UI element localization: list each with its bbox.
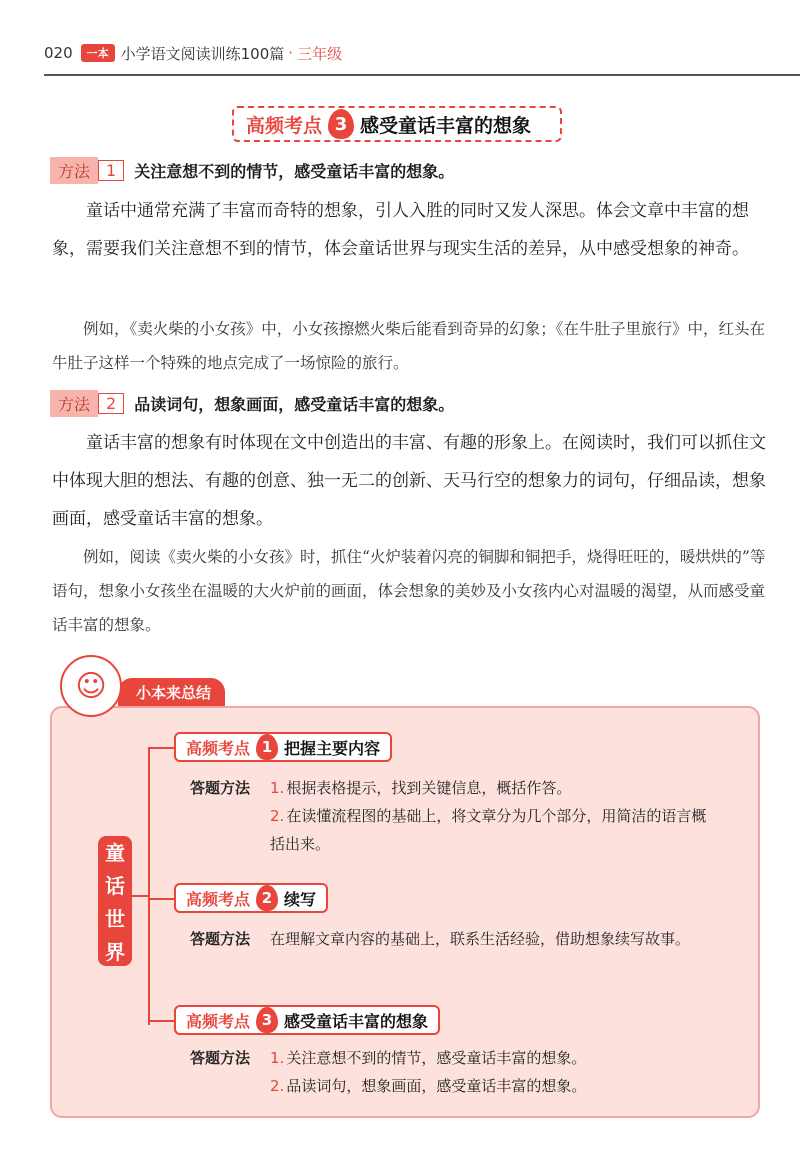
method-number: 2 bbox=[98, 393, 124, 414]
root-char: 界 bbox=[105, 940, 125, 964]
item-number: 2. bbox=[270, 807, 285, 825]
answer-label: 答题方法 bbox=[190, 930, 251, 948]
node-title: 把握主要内容 bbox=[284, 738, 381, 758]
node-title: 感受童话丰富的想象 bbox=[284, 1011, 429, 1031]
method-2-paragraph: 童话丰富的想象有时体现在文中创造出的丰富、有趣的形象上。在阅读时，我们可以抓住文中体现大胆的想法、有趣的创意、独一无二的创新、天马行空的想象力的词句，仔细品读，想象画面，感受童话丰富的想象。 bbox=[52, 433, 766, 529]
method-heading-1 bbox=[50, 157, 454, 183]
method-title: 品读词句，想象画面，感受童话丰富的想象。 bbox=[134, 394, 455, 414]
item-number: 1. bbox=[270, 779, 285, 797]
flame-number-icon: 2 bbox=[256, 885, 278, 911]
flame-number-icon: 1 bbox=[256, 734, 278, 760]
item-number: 1. bbox=[270, 1049, 285, 1067]
root-char: 话 bbox=[105, 874, 125, 898]
answer-label: 答题方法 bbox=[190, 1049, 251, 1067]
node-3-answer bbox=[190, 1044, 710, 1100]
tree-branch-2 bbox=[148, 898, 174, 900]
method-title: 关注意想不到的情节，感受童话丰富的想象。 bbox=[134, 161, 455, 181]
method-heading-2 bbox=[50, 390, 454, 416]
tree-branch-3 bbox=[148, 1020, 174, 1022]
mascot-avatar-icon: ☺ bbox=[60, 655, 122, 717]
node-2-answer bbox=[190, 925, 710, 953]
item-text: 根据表格提示，找到关键信息，概括作答。 bbox=[286, 779, 572, 797]
topic-title: 感受童话丰富的想象 bbox=[360, 114, 532, 137]
answer-label: 答题方法 bbox=[190, 779, 251, 797]
tree-root-link bbox=[132, 895, 148, 897]
tree-root-label bbox=[98, 836, 132, 966]
item-text: 关注意想不到的情节，感受童话丰富的想象。 bbox=[286, 1049, 587, 1067]
summary-node-1 bbox=[174, 732, 392, 762]
root-char: 童 bbox=[105, 841, 125, 865]
summary-node-2 bbox=[174, 883, 328, 913]
item-text: 品读词句，想象画面，感受童话丰富的想象。 bbox=[286, 1077, 587, 1095]
topic-tag: 高频考点 bbox=[246, 114, 323, 137]
summary-node-3 bbox=[174, 1005, 440, 1035]
flame-number-icon: 3 bbox=[256, 1007, 278, 1033]
method-label: 方法 bbox=[50, 157, 98, 184]
root-char: 世 bbox=[105, 907, 125, 931]
tree-branch-1 bbox=[148, 747, 174, 749]
method-label: 方法 bbox=[50, 390, 98, 417]
tree-trunk bbox=[148, 747, 150, 1025]
header-divider bbox=[44, 74, 800, 76]
series-title: 小学语文阅读训练100篇 bbox=[120, 44, 285, 63]
page-header bbox=[44, 36, 342, 70]
node-tag: 高频考点 bbox=[186, 1011, 251, 1031]
method-2-example: 例如，阅读《卖火柴的小女孩》时，抓住“火炉装着闪亮的铜脚和铜把手，烧得旺旺的，暖烘烘的”等语句，想象小女孩坐在温暖的大火炉前的画面，体会想象的美妙及小女孩内心对温暖的渴望，从而感受童话丰富的想象。 bbox=[52, 548, 766, 634]
topic-heading bbox=[232, 106, 562, 142]
method-1-example: 例如，《卖火柴的小女孩》中，小女孩擦燃火柴后能看到奇异的幻象；《在牛肚子里旅行》中，红头在牛肚子这样一个特殊的地点完成了一场惊险的旅行。 bbox=[52, 320, 766, 372]
node-tag: 高频考点 bbox=[186, 889, 251, 909]
page-number: 020 bbox=[44, 44, 73, 62]
header-separator: · bbox=[288, 44, 294, 62]
grade-label: 三年级 bbox=[297, 44, 343, 63]
item-number: 2. bbox=[270, 1077, 285, 1095]
item-text: 在理解文章内容的基础上，联系生活经验，借助想象续写故事。 bbox=[270, 930, 691, 948]
flame-number-icon: 3 bbox=[328, 109, 354, 139]
node-tag: 高频考点 bbox=[186, 738, 251, 758]
method-number: 1 bbox=[98, 160, 124, 181]
method-1-paragraph: 童话中通常充满了丰富而奇特的想象，引人入胜的同时又发人深思。体会文章中丰富的想象，需要我们关注意想不到的情节，体会童话世界与现实生活的差异，从中感受想象的神奇。 bbox=[52, 201, 749, 259]
node-title: 续写 bbox=[284, 889, 317, 909]
brand-logo: 一本 bbox=[81, 44, 115, 62]
node-1-answer bbox=[190, 774, 710, 858]
summary-tab: 小本来总结 bbox=[118, 678, 225, 706]
item-text: 在读懂流程图的基础上，将文章分为几个部分，用简洁的语言概括出来。 bbox=[270, 807, 707, 853]
